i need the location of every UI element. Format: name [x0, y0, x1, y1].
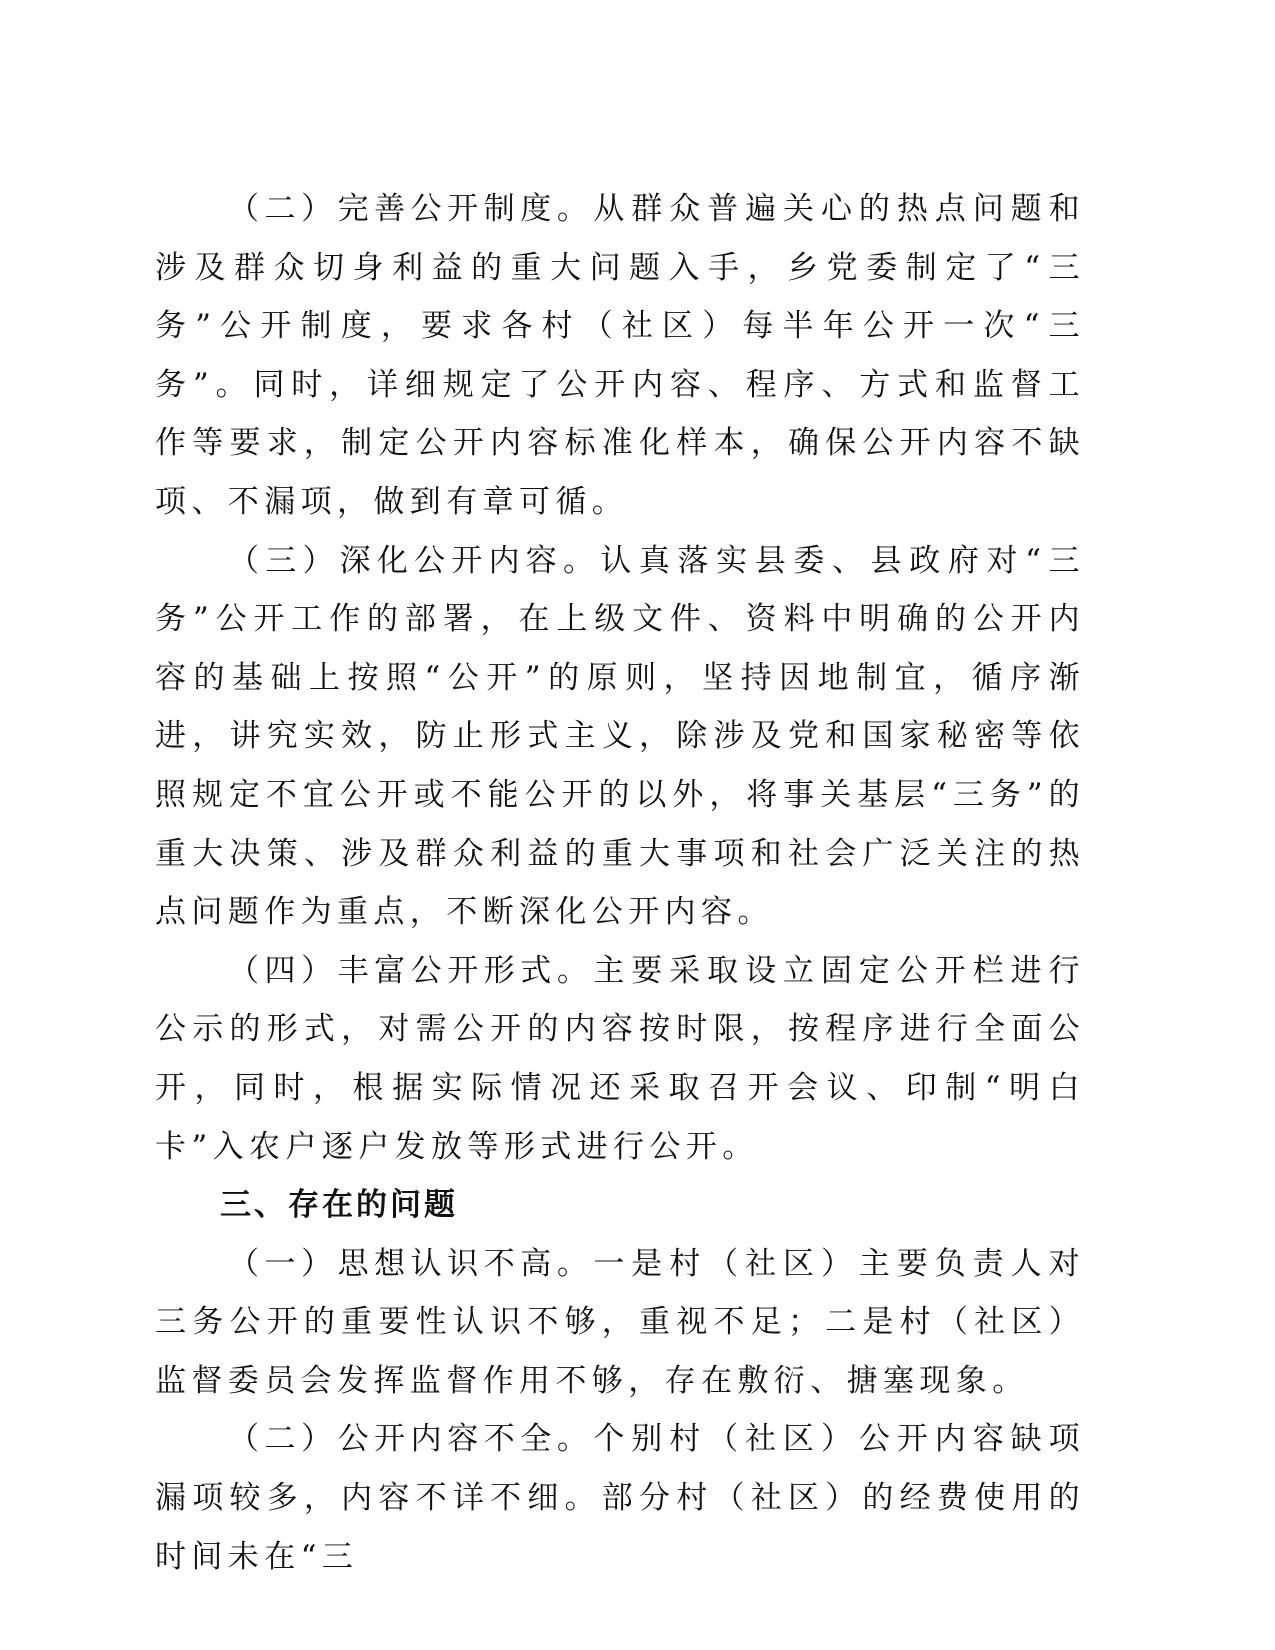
paragraph-text: 个别村（社区）公开内容缺项漏项较多，内容不详不细。部分村（社区）的经费使用的时间未在“三	[155, 1421, 1086, 1575]
paragraph-lead: （二）完善公开制度。	[228, 191, 594, 227]
paragraph-text: 从群众普遍关心的热点问题和涉及群众切身利益的重大问题入手，乡党委制定了“三务”公开制度，要求各村（社区）每半年公开一次“三务”。同时，详细规定了公开内容、程序、方式和监督工作等要求，制定公开内容标准化样本，确保公开内容不缺项、不漏项，做到有章可循。	[155, 191, 1086, 520]
paragraph-incomplete-content-problem	[155, 1410, 1085, 1586]
paragraph-improve-disclosure-system	[155, 180, 1085, 532]
paragraph-awareness-problem	[155, 1235, 1085, 1411]
paragraph-text: 认真落实县委、县政府对“三务”公开工作的部署，在上级文件、资料中明确的公开内容的基础上按照“公开”的原则，坚持因地制宜，循序渐进，讲究实效，防止形式主义，除涉及党和国家秘密等依照规定不宜公开或不能公开的以外，将事关基层“三务”的重大决策、涉及群众利益的重大事项和社会广泛关注的热点问题作为重点，不断深化公开内容。	[155, 542, 1086, 931]
document-body	[155, 180, 1085, 1586]
paragraph-lead: （一）思想认识不高。	[228, 1245, 594, 1282]
section-heading: 三、存在的问题	[220, 1187, 458, 1224]
paragraph-lead: （四）丰富公开形式。	[228, 952, 594, 989]
paragraph-deepen-disclosure-content	[155, 532, 1085, 942]
paragraph-lead: （三）深化公开内容。	[228, 542, 601, 579]
paragraph-lead: （二）公开内容不全。	[228, 1421, 594, 1458]
paragraph-text: 主要采取设立固定公开栏进行公示的形式，对需公开的内容按时限，按程序进行全面公开，同时，根据实际情况还采取召开会议、印制“明白卡”入农户逐户发放等形式进行公开。	[155, 952, 1086, 1165]
paragraph-enrich-disclosure-forms	[155, 942, 1085, 1176]
paragraph-text: 一是村（社区）主要负责人对三务公开的重要性认识不够，重视不足；二是村（社区）监督委员会发挥监督作用不够，存在敷衍、搪塞现象。	[155, 1245, 1086, 1399]
